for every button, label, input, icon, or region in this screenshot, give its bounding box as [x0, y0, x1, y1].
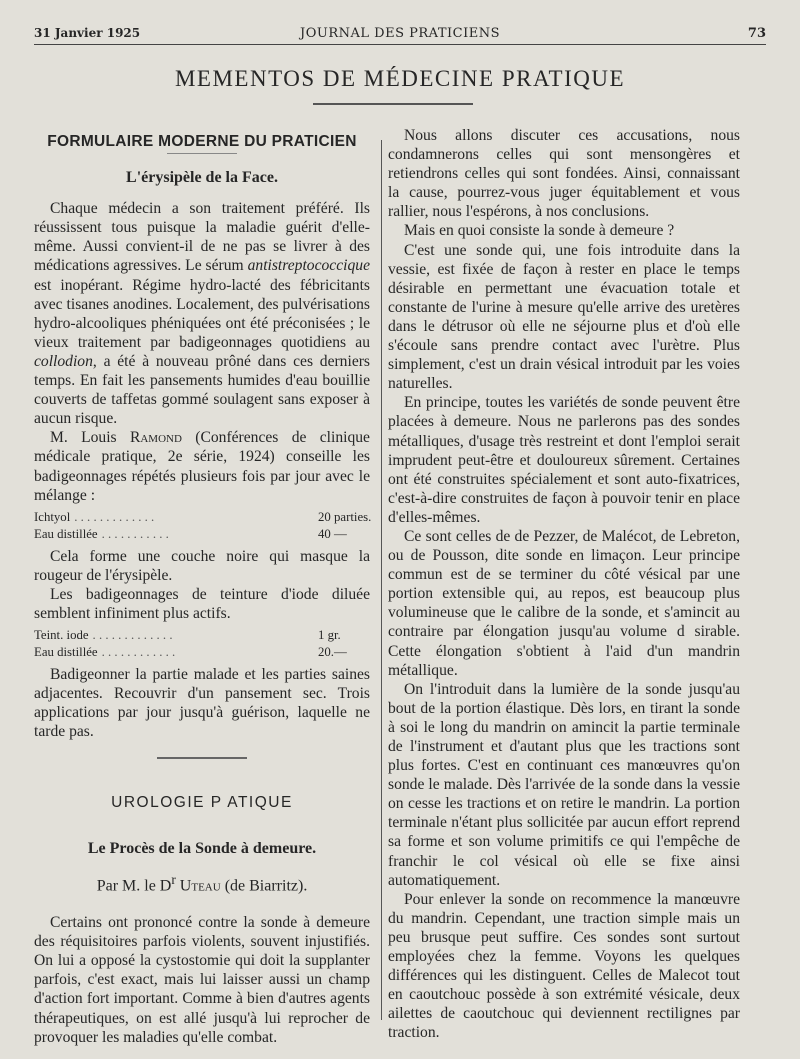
article-title-sonde: Le Procès de la Sonde à demeure. [87, 839, 317, 857]
paragraph: En principe, toutes les variétés de sonde peuvent être placées à demeure. Nous ne parlerons pas des sondes métalliques, d'usage très restreint et dont l'emploi serait imprudent peut-être et douloureux sûrement. Certaines ont été construites spécialement et sont auto-fixatrices, c'est-à-dire construites de façon à pouvoir tenir en place d'elles-mêmes. [388, 394, 740, 526]
decorative-rule [157, 757, 247, 759]
paragraph: Chaque médecin a son traitement préféré. Ils réussissent tous puisque la maladie guérit d'elle-même. Aussi convient-il de ne pas se livrer à des médications agressives. Le sérum antistreptococcique est inopérant. Régime hydro-lacté des fébricitants avec tisanes anodines. Localement, des pulvérisations hydro-alcooliques phéniquées ont été préconisées ; le vieux traitement par badigeonnages quotidiens au collodion, a été à nouveau prôné dans ces derniers temps. En fait les pansements humides d'eau bouillie couverts de taffetas gommé soulagent sans exposer à aucun risque. [34, 200, 370, 428]
paragraph: On l'introduit dans la lumière de la sonde jusqu'au bout de la portion élastique. Dès lors, en tirant la sonde à soi le long du mandrin on amincit la partie terminale de l'instrument et d'autant plus que les tractions sont plus fortes. C'est en continuant ces manœuvres qu'on sonde le malade. Dès l'arrivée de la sonde dans la vessie on cesse les tractions et on retire le mandrin. La portion terminale n'étant plus sollicitée par aucun effort reprend sa forme et son volume primitifs ce qui l'empêche de franchir le col vésical où elle se fixe ainsi automatiquement. [388, 680, 740, 889]
recipe-iode [34, 627, 370, 661]
paragraph: Ce sont celles de de Pezzer, de Malécot, de Lebreton, ou de Pousson, dite sonde en limaçon. Leur principe commun est de se terminer du côté vésical par une portion extensible qui, au repos, est beaucoup plus volumineuse que le calibre de la sonde, et s'amincit au contraire par élongation jusqu'au volume d sirable. Cette élongation s'obtient à l'aid d'un mandrin métallique. [388, 527, 740, 679]
issue-date: 31 Janvier 1925 [34, 26, 141, 40]
section-heading-formulaire: FORMULAIRE MODERNE DU PRATICIEN [47, 133, 357, 150]
paragraph: Pour enlever la sonde on recommence la manœuvre du mandrin. Cependant, une traction simple mais un peu brusque peut suffire. Ces sondes sont surtout employées chez la femme. Voyons les quelques différences qui les distinguent. Celles de Malecot tout en caoutchouc possède à son extrémité vésicale, deux ailettes de caoutchouc qui deviennent rectilignes par traction. [388, 890, 740, 1042]
paragraph: Certains ont prononcé contre la sonde à demeure des réquisitoires parfois violents, souvent injustifiés. On lui a opposé la cystostomie qui doit la supplanter parfois, c'est exact, mais lui laisser aussi un champ d'action fort important. Comme à bien d'autres agents thérapeutiques, on est allé jusqu'à lui reprocher de provoquer les maladies qu'elle combat. [34, 914, 370, 1046]
paragraph: M. Louis Ramond (Conférences de clinique médicale pratique, 2e série, 1924) conseille les badigeonnages répétés plusieurs fois par jour avec le mélange : [34, 429, 370, 504]
recipe-ichtyol [34, 509, 370, 543]
paragraph: Mais en quoi consiste la sonde à demeure ? [404, 222, 675, 240]
page-number: 73 [747, 26, 766, 41]
section-heading-urologie: UROLOGIE P ATIQUE [111, 794, 293, 812]
right-column [388, 126, 740, 1043]
section-rule [167, 153, 237, 154]
running-head [34, 26, 766, 45]
paragraph: C'est une sonde qui, une fois introduite dans la vessie, est fixée de façon à rester en place le temps désirable en permettant une évacuation totale et constante de l'urine à mesure qu'elle arrive des uretères dans le détrusor où elle ne séjourne plus et d'où elle s'écoule sans prendre contact avec l'urètre. Plus simplement, c'est un drain vésical introduit par les voies naturelles. [388, 241, 740, 393]
column-divider [381, 140, 382, 1020]
article-title-erysipele: L'érysipèle de la Face. [126, 169, 278, 187]
paragraph: Badigeonner la partie malade et les parties saines adjacentes. Recouvrir d'un pansement sec. Trois applications par jour jusqu'à guérison, laquelle ne tarde pas. [34, 666, 370, 741]
title-rule [313, 103, 473, 105]
recipe-line: Eau distillée . . . . . . . . . . . . 20.— [34, 645, 347, 660]
paragraph: Nous allons discuter ces accusations, nous condamnerons celles qui sont mensongères et retiendrons celles qui sont fondées. Ainsi, connaissant la cause, pourrez-vous juger équitablement et vous rallier, nous l'espérons, à nos conclusions. [388, 127, 740, 221]
byline: Par M. le $D^r$ Uteau (de Biarritz). [96, 871, 308, 894]
journal-name: JOURNAL DES PRATICIENS [300, 26, 500, 41]
left-column [34, 126, 370, 1047]
recipe-line: Teint. iode . . . . . . . . . . . . . 1 gr. [34, 628, 341, 643]
paragraph: Cela forme une couche noire qui masque la rougeur de l'érysipèle. [34, 547, 370, 584]
paragraph: Les badigeonnages de teinture d'iode diluée semblent infiniment plus actifs. [34, 585, 370, 622]
recipe-line: Ichtyol . . . . . . . . . . . . . 20 parties. [34, 509, 372, 524]
page-title: MEMENTOS DE MÉDECINE PRATIQUE [174, 66, 626, 91]
recipe-line: Eau distillée . . . . . . . . . . . 40 — [34, 526, 347, 541]
